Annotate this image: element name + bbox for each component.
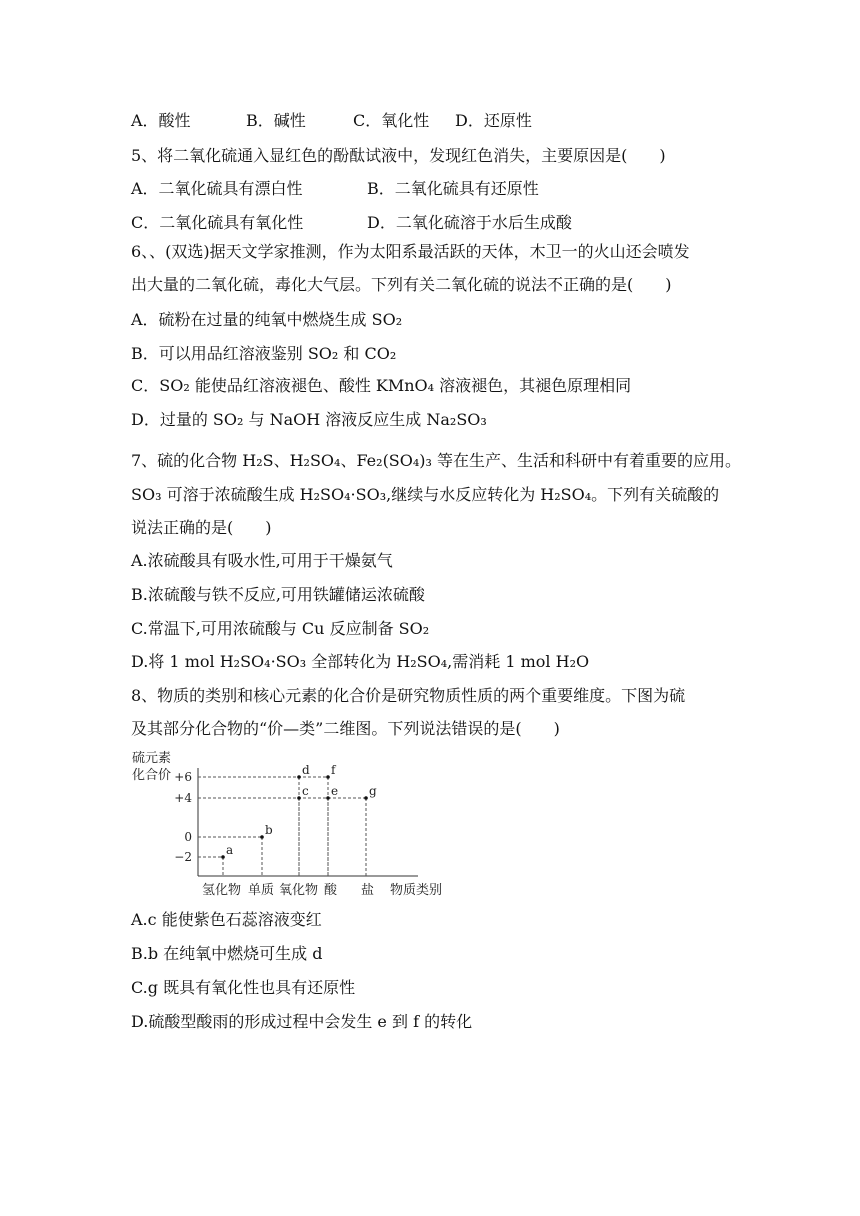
- chart-ytick-label: 0: [184, 830, 192, 844]
- q7-option-a: A.浓硫酸具有吸水性,可用于干燥氨气: [131, 551, 393, 570]
- chart-point-label: g: [369, 784, 377, 798]
- q4-option-c: C．氧化性: [353, 111, 430, 130]
- chart-ytick-label: −2: [174, 850, 192, 864]
- q7-option-b: B.浓硫酸与铁不反应,可用铁罐储运浓硫酸: [131, 585, 425, 604]
- chart-ytick-label: +6: [174, 770, 192, 784]
- q8-stem-line1: 8、物质的类别和核心元素的化合价是研究物质性质的两个重要维度。下图为硫: [131, 686, 686, 705]
- q4-option-b: B．碱性: [246, 111, 306, 130]
- chart-point-g: [364, 796, 368, 800]
- q7-option-c: C.常温下,可用浓硫酸与 Cu 反应制备 SO₂: [131, 619, 430, 638]
- chart-point-f: [326, 775, 330, 779]
- chart-xtick-label: 单质: [248, 883, 275, 898]
- q6-stem-line1: 6、、(双选)据天文学家推测，作为太阳系最活跃的天体，木卫一的火山还会喷发: [131, 242, 690, 261]
- q5-options-row2: [131, 213, 572, 233]
- chart-xtick-label: 氢化物: [202, 883, 242, 898]
- q4-option-a: A．酸性: [131, 111, 191, 130]
- chart-point-label: e: [331, 784, 339, 798]
- q8-option-c: C.g 既具有氧化性也具有还原性: [131, 978, 356, 997]
- q8-option-b: B.b 在纯氧中燃烧可生成 d: [131, 944, 323, 963]
- chart-xtick-label: 酸: [324, 883, 338, 898]
- chart-xtick-label: 氧化物: [279, 883, 319, 898]
- q6-option-a: A．硫粉在过量的纯氧中燃烧生成 SO₂: [131, 310, 403, 329]
- chart-ylabel-line1: 硫元素: [132, 751, 172, 766]
- q7-stem-line2: SO₃ 可溶于浓硫酸生成 H₂SO₄·SO₃,继续与水反应转化为 H₂SO₄。下列有关硫酸的: [131, 485, 720, 504]
- chart-point-c: [297, 796, 301, 800]
- q7-option-d: D.将 1 mol H₂SO₄·SO₃ 全部转化为 H₂SO₄,需消耗 1 mol H₂O: [131, 652, 590, 671]
- q8-option-a: A.c 能使紫色石蕊溶液变红: [131, 910, 322, 929]
- valence-class-chart: [130, 748, 460, 900]
- q6-stem-line2: 出大量的二氧化硫，毒化大气层。下列有关二氧化硫的说法不正确的是( ): [131, 275, 672, 294]
- q6-option-b: B．可以用品红溶液鉴别 SO₂ 和 CO₂: [131, 344, 397, 363]
- q5-option-d: D．二氧化硫溶于水后生成酸: [367, 213, 572, 232]
- chart-point-a: [221, 855, 225, 859]
- q5-option-c: C．二氧化硫具有氧化性: [131, 213, 304, 232]
- q8-stem-line2: 及其部分化合物的“价—类”二维图。下列说法错误的是( ): [131, 719, 560, 738]
- chart-point-label: a: [226, 843, 234, 857]
- q6-option-c: C．SO₂ 能使品红溶液褪色、酸性 KMnO₄ 溶液褪色，其褪色原理相同: [131, 376, 632, 395]
- chart-point-label: d: [302, 763, 310, 777]
- chart-ytick-label: +4: [174, 791, 192, 805]
- chart-xtick-label: 盐: [361, 883, 375, 898]
- chart-point-label: f: [331, 763, 336, 777]
- chart-point-label: c: [302, 784, 309, 798]
- chart-point-e: [326, 796, 330, 800]
- chart-point-b: [260, 835, 264, 839]
- q4-options: [131, 111, 532, 131]
- q7-stem-line3: 说法正确的是( ): [131, 518, 272, 537]
- q5-options-row1: [131, 179, 539, 199]
- q5-option-b: B．二氧化硫具有还原性: [367, 179, 539, 198]
- q8-option-d: D.硫酸型酸雨的形成过程中会发生 e 到 f 的转化: [131, 1012, 473, 1031]
- q5-stem: 5、将二氧化硫通入显红色的酚酞试液中，发现红色消失，主要原因是( ): [131, 146, 666, 165]
- chart-point-label: b: [265, 823, 273, 837]
- q4-option-d: D．还原性: [455, 111, 532, 130]
- chart-point-d: [297, 775, 301, 779]
- q5-option-a: A．二氧化硫具有漂白性: [131, 179, 303, 198]
- chart-ylabel-line2: 化合价: [132, 768, 172, 783]
- chart-xlabel: 物质类别: [390, 883, 443, 898]
- q7-stem-line1: 7、硫的化合物 H₂S、H₂SO₄、Fe₂(SO₄)₃ 等在生产、生活和科研中有着重要的应用。: [131, 451, 742, 470]
- q6-option-d: D．过量的 SO₂ 与 NaOH 溶液反应生成 Na₂SO₃: [131, 410, 487, 429]
